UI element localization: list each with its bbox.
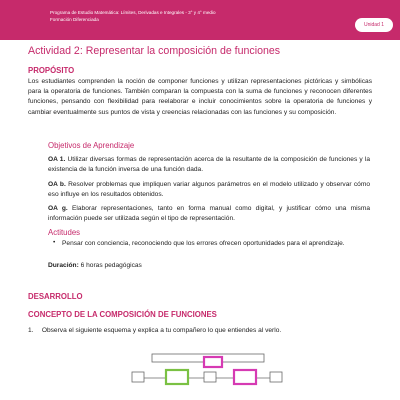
activity-title: Actividad 2: Representar la composición de funciones <box>28 45 281 57</box>
section-title: CONCEPTO DE LA COMPOSICIÓN DE FUNCIONES <box>28 310 217 319</box>
middle-value-box <box>204 372 216 382</box>
objective-oag <box>48 204 370 224</box>
composition-diagram <box>130 352 286 400</box>
duration-label: Duración: <box>48 262 79 269</box>
attitudes-heading: Actitudes <box>48 228 81 237</box>
output-box <box>270 372 282 382</box>
top-function-box <box>204 357 222 367</box>
header-text <box>50 10 216 23</box>
step-item <box>28 327 281 334</box>
purpose-heading: PROPÓSITO <box>28 66 75 75</box>
objective-text: Resolver problemas que impliquen variar algunos parámetros en el modelo utilizado y observar cómo eso influye en los resultados obtenidos. <box>48 181 370 199</box>
objective-text: Elaborar representaciones, tanto en forma manual como digital, y justificar cómo una misma información puede ser utilizada según el tipo de representación. <box>48 205 370 223</box>
function-f-box <box>234 370 256 384</box>
step-number: 1. <box>28 327 34 334</box>
bullet-icon: • <box>53 239 56 246</box>
program-title: Programa de Estudio Matemática: Límites, Derivadas e Integrales - 3° y 4° medio <box>50 10 216 15</box>
objective-oa1 <box>48 155 370 175</box>
purpose-text: Los estudiantes comprenden la noción de componer funciones y utilizan representaciones pictóricas y simbólicas para la operatoria de funciones. También comparan la compuesta con la suma de funciones y reconocen diferentes funciones, pensando con flexibilidad para reelaborar e incluir conocimientos sobre la operatoria de funciones y cambiar eventualmente sus puntos de vista y creencias relacionadas con las funciones y su composición. <box>28 78 372 116</box>
function-g-box <box>166 370 188 384</box>
attitude-item: Pensar con conciencia, reconociendo que los errores ofrecen oportunidades para el aprendizaje. <box>62 240 345 247</box>
duration-value: 6 horas pedagógicas <box>80 262 142 269</box>
objective-code: OA b. <box>48 181 66 188</box>
objective-code: OA 1. <box>48 156 66 163</box>
duration <box>48 262 142 269</box>
program-subtitle: Formación Diferenciada <box>50 16 99 22</box>
objective-oab <box>48 180 370 200</box>
objective-code: OA g. <box>48 205 68 212</box>
input-box <box>132 372 144 382</box>
development-heading: DESARROLLO <box>28 292 83 301</box>
unit-badge: Unidad 1 <box>355 18 393 32</box>
objectives-heading: Objetivos de Aprendizaje <box>48 141 135 150</box>
step-text: Observa el siguiente esquema y explica a tu compañero lo que entiendes al verlo. <box>41 327 282 334</box>
objective-text: Utilizar diversas formas de representación acerca de la resultante de la composición de funciones y la existencia de la función inversa de una función dada. <box>48 156 370 174</box>
